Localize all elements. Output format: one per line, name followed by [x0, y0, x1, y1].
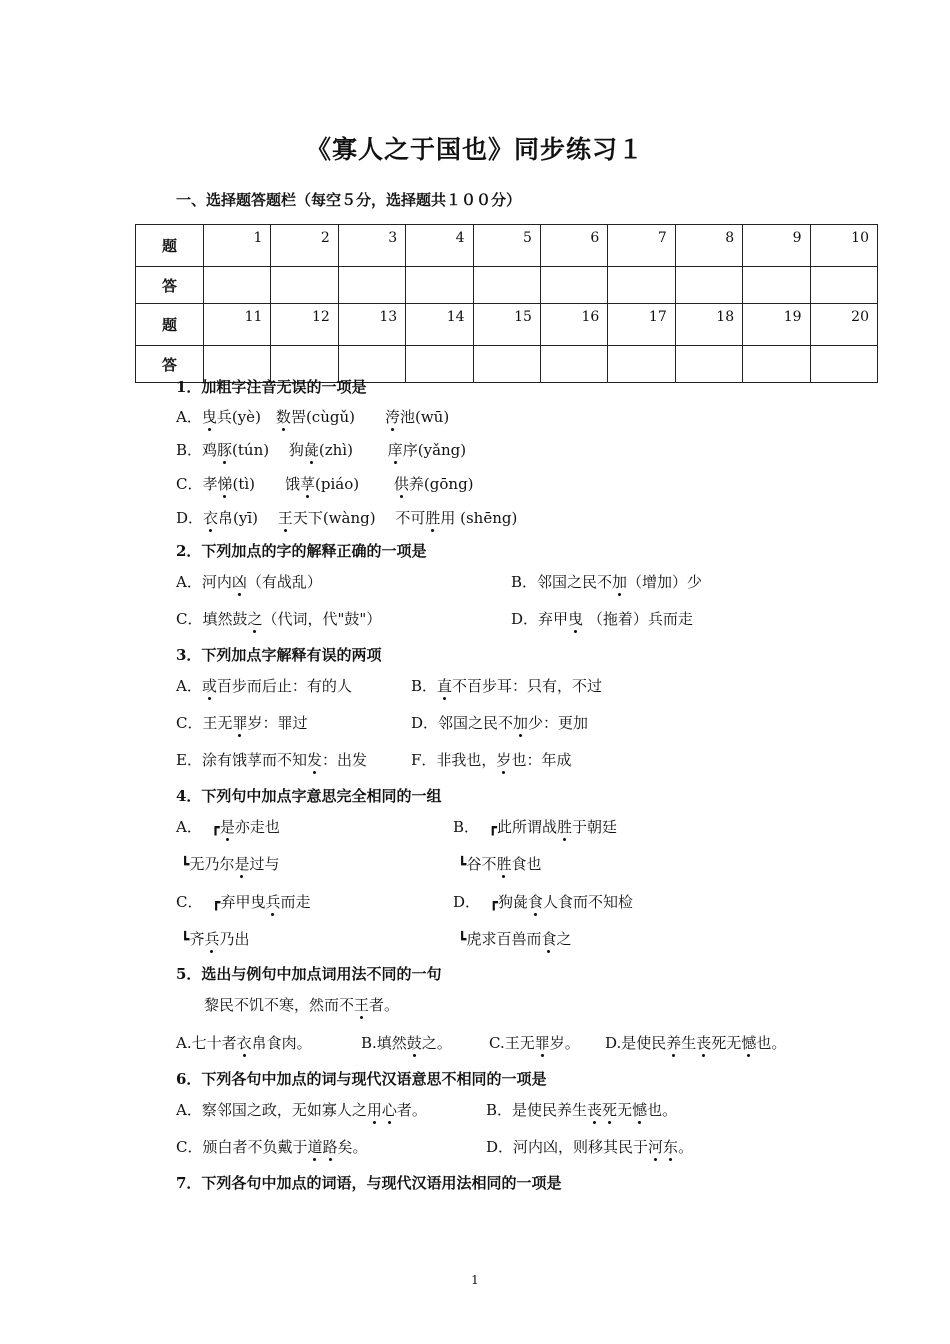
option-4b-second: ┗谷不胜食也: [458, 855, 542, 873]
question-2-stem: 2．下列加点的字的解释正确的一项是: [176, 542, 427, 560]
question-number-cell: 20: [810, 304, 877, 346]
example-sentence: 黎民不饥不寒，然而不王者。: [204, 996, 400, 1014]
question-3-stem: 3．下列加点字解释有误的两项: [176, 646, 382, 664]
question-number-cell: 3: [338, 225, 405, 267]
option-4c-first: C． ┏弃甲曳兵而走: [176, 893, 311, 911]
option-6d: D．河内凶，则移其民于河东。: [486, 1138, 694, 1156]
question-5-stem: 5．选出与例句中加点词用法不同的一句: [176, 965, 442, 983]
answer-header-cell: 答: [136, 346, 204, 383]
bracket-bottom: ┗: [181, 932, 190, 948]
answer-table: [135, 224, 878, 383]
option-6c: C．颁白者不负戴于道路矣。: [176, 1138, 368, 1156]
bracket-bottom: ┗: [458, 857, 467, 873]
answer-cell[interactable]: [406, 267, 473, 304]
option-5d: D.是使民养生丧死无憾也。: [605, 1034, 787, 1052]
answer-cell[interactable]: [540, 346, 607, 383]
answer-cell[interactable]: [810, 346, 877, 383]
option-5b: B.填然鼓之。: [361, 1034, 452, 1052]
question-number-cell: 8: [675, 225, 742, 267]
answer-cell[interactable]: [675, 346, 742, 383]
option-2a: A．河内凶（有战乱）: [176, 573, 322, 591]
answer-cell[interactable]: [743, 267, 810, 304]
question-number-cell: 9: [743, 225, 810, 267]
section-header: 一、选择题答题栏（每空５分，选择题共１００分）: [176, 191, 522, 209]
question-number-cell: 19: [743, 304, 810, 346]
question-number-cell: 4: [406, 225, 473, 267]
question-header-cell: 题: [136, 225, 204, 267]
option-4d-first: D． ┏狗彘食人食而不知检: [453, 893, 634, 911]
answer-cell[interactable]: [608, 267, 675, 304]
option-1d: D．衣帛(yī) 王天下(wàng) 不可胜用 (shēng): [176, 509, 518, 527]
bracket-top: ┏: [488, 820, 498, 836]
option-4c-second: ┗齐兵乃出: [181, 930, 250, 948]
option-2b: B．邻国之民不加（增加）少: [511, 573, 703, 591]
question-number-cell: 18: [675, 304, 742, 346]
question-number-cell: 10: [810, 225, 877, 267]
question-number-cell: 13: [338, 304, 405, 346]
option-1a: A．曳兵(yè) 数罟(cùgǔ) 洿池(wū): [176, 408, 450, 426]
question-4-stem: 4．下列句中加点字意思完全相同的一组: [176, 787, 442, 805]
answer-cell[interactable]: [406, 346, 473, 383]
option-3e: E．涂有饿莩而不知发：出发: [176, 751, 367, 769]
answer-cell[interactable]: [743, 346, 810, 383]
bracket-top: ┏: [489, 895, 499, 911]
option-1c: C．孝悌(tì) 饿莩(piáo) 供养(gōng): [176, 475, 474, 493]
question-number-cell: 2: [271, 225, 338, 267]
option-4a-second: ┗无乃尔是过与: [181, 855, 280, 873]
question-number-cell: 17: [608, 304, 675, 346]
option-2d: D．弃甲曳 （拖着）兵而走: [511, 610, 693, 628]
option-2c: C．填然鼓之（代词，代"鼓"）: [176, 610, 382, 628]
answer-cell[interactable]: [810, 267, 877, 304]
table-row: [136, 225, 878, 267]
option-1b: B．鸡豚(tún) 狗彘(zhì) 庠序(yǎng): [176, 441, 467, 459]
option-6b: B．是使民养生丧死无憾也。: [486, 1101, 678, 1119]
option-3f: F．非我也，岁也：年成: [411, 751, 572, 769]
question-number-cell: 5: [473, 225, 540, 267]
bracket-top: ┏: [211, 820, 220, 836]
option-5c: C.王无罪岁。: [489, 1034, 580, 1052]
option-3c: C．王无罪岁：罪过: [176, 714, 308, 732]
option-3a: A．或百步而后止：有的人: [176, 677, 352, 695]
question-number-cell: 12: [271, 304, 338, 346]
answer-cell[interactable]: [204, 267, 271, 304]
answer-cell[interactable]: [271, 267, 338, 304]
page-title: 《寡人之于国也》同步练习１: [305, 135, 644, 164]
question-number-cell: 6: [540, 225, 607, 267]
option-4d-second: ┗虎求百兽而食之: [458, 930, 572, 948]
answer-header-cell: 答: [136, 267, 204, 304]
answer-cell[interactable]: [675, 267, 742, 304]
question-header-cell: 题: [136, 304, 204, 346]
bracket-top: ┏: [212, 895, 221, 911]
question-1-stem: 1．加粗字注音无误的一项是: [176, 378, 367, 396]
option-5a: A.七十者衣帛食肉。: [176, 1034, 312, 1052]
question-number-cell: 7: [608, 225, 675, 267]
question-number-cell: 11: [204, 304, 271, 346]
question-7-stem: 7．下列各句中加点的词语，与现代汉语用法相同的一项是: [176, 1174, 562, 1192]
bracket-bottom: ┗: [458, 932, 467, 948]
question-number-cell: 15: [473, 304, 540, 346]
question-number-cell: 16: [540, 304, 607, 346]
answer-cell[interactable]: [608, 346, 675, 383]
option-3d: D．邻国之民不加少：更加: [411, 714, 589, 732]
option-4a-first: A． ┏是亦走也: [176, 818, 280, 836]
answer-cell[interactable]: [473, 346, 540, 383]
bracket-bottom: ┗: [181, 857, 190, 873]
answer-cell[interactable]: [473, 267, 540, 304]
table-row: [136, 304, 878, 346]
question-number-cell: 14: [406, 304, 473, 346]
table-row: [136, 267, 878, 304]
answer-cell[interactable]: [338, 267, 405, 304]
page-number: 1: [471, 1273, 479, 1287]
answer-cell[interactable]: [540, 267, 607, 304]
option-4b-first: B． ┏此所谓战胜于朝廷: [453, 818, 618, 836]
question-6-stem: 6．下列各句中加点的词与现代汉语意思不相同的一项是: [176, 1070, 547, 1088]
option-6a: A．察邻国之政，无如寡人之用心者。: [176, 1101, 427, 1119]
option-3b: B．直不百步耳：只有，不过: [411, 677, 603, 695]
question-number-cell: 1: [204, 225, 271, 267]
